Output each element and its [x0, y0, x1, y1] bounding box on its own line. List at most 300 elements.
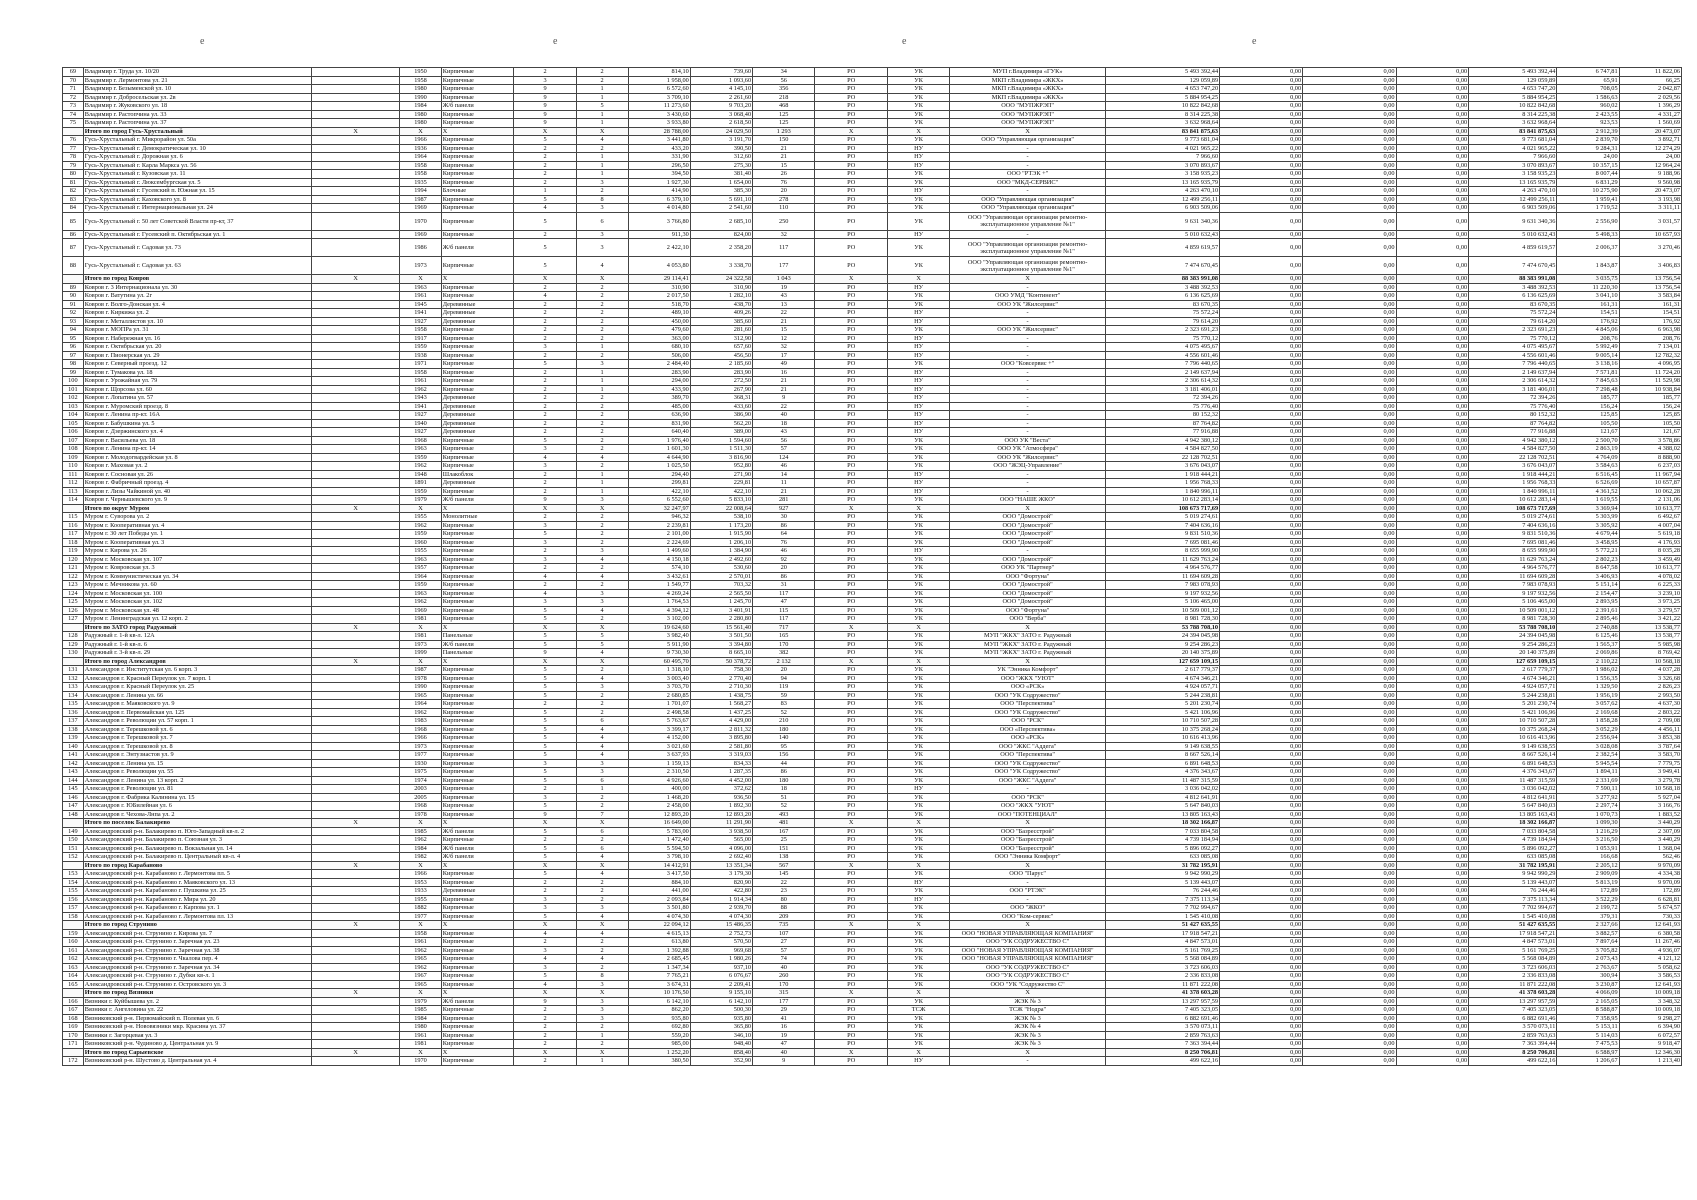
table-row: [63, 1040, 1682, 1049]
cell-address: Александровский р-н. Карабаново г. Маяковского ул. 13: [83, 878, 311, 887]
cell-floors: 2: [514, 470, 576, 479]
cell-managing-org: ООО "УК Содружество": [950, 768, 1106, 777]
cell-total-marker: [312, 742, 400, 751]
cell-total-area: 433,90: [628, 385, 690, 394]
table-row: [63, 734, 1682, 743]
cell-total-marker: [312, 144, 400, 153]
cell-cost-regional: 0,00: [1303, 102, 1396, 111]
cell-cost-owners: 4 859 619,57: [1469, 239, 1557, 257]
cell-cost-owners: 10 616 413,96: [1469, 734, 1557, 743]
cell-row-number: 131: [63, 666, 84, 675]
cell-fund-method: РО: [815, 230, 888, 239]
cell-total-area: 5 594,50: [628, 844, 690, 853]
cell-living-area: 15 561,40: [690, 623, 752, 632]
cell-residents: 117: [753, 239, 815, 257]
cell-management-type: НУ: [888, 144, 950, 153]
cell-cost-owners: 83 670,35: [1469, 300, 1557, 309]
cell-total-marker: [312, 649, 400, 658]
cell-total-cost: 11 629 763,24: [1105, 555, 1219, 564]
cell-fund-method: РО: [815, 955, 888, 964]
cell-living-area: 272,50: [690, 377, 752, 386]
cell-management-type: УК: [888, 360, 950, 369]
cell-managing-org: -: [950, 230, 1106, 239]
cell-address: Владимир г. Безыменской ул. 10: [83, 85, 311, 94]
cell-max-cost-per-sqm: 3 326,68: [1619, 674, 1681, 683]
cell-max-cost-per-sqm: 562,46: [1619, 853, 1681, 862]
cell-total-cost: 7 363 394,44: [1105, 1040, 1219, 1049]
cell-total-marker: [312, 377, 400, 386]
cell-row-number: 75: [63, 119, 84, 128]
cell-max-cost-per-sqm: 12 346,30: [1619, 1048, 1681, 1057]
cell-max-cost-per-sqm: 6 492,67: [1619, 513, 1681, 522]
cell-year: 1977: [400, 751, 442, 760]
cell-total-area: 380,50: [628, 1057, 690, 1066]
cell-address: Александров г. Революции ул. 57 корп. 1: [83, 717, 311, 726]
cell-total-area: 3 003,40: [628, 674, 690, 683]
cell-wall-material: X: [441, 861, 514, 870]
cell-wall-material: Панельные: [441, 632, 514, 641]
cell-cost-municipal: 0,00: [1396, 683, 1469, 692]
cell-entrances: 6: [576, 776, 628, 785]
cell-wall-material: Ж/б панели: [441, 844, 514, 853]
cell-living-area: 1 437,25: [690, 708, 752, 717]
cell-residents: 76: [753, 538, 815, 547]
cell-wall-material: X: [441, 819, 514, 828]
cell-entrances: 1: [576, 161, 628, 170]
cell-living-area: 1 980,26: [690, 955, 752, 964]
cell-cost-federal: 0,00: [1220, 513, 1303, 522]
cell-total-marker: [312, 453, 400, 462]
cell-year: 1978: [400, 810, 442, 819]
cell-max-cost-per-sqm: 3 270,46: [1619, 239, 1681, 257]
cell-total-marker: X: [312, 275, 400, 284]
cell-cost-owners: 4 674 346,21: [1469, 674, 1557, 683]
cell-floors: X: [514, 921, 576, 930]
cell-entrances: 2: [576, 334, 628, 343]
cell-entrances: 2: [576, 691, 628, 700]
cell-total-marker: [312, 239, 400, 257]
cell-max-cost-per-sqm: 8 035,28: [1619, 547, 1681, 556]
cell-total-marker: [312, 487, 400, 496]
cell-total-marker: [312, 136, 400, 145]
cell-entrances: 1: [576, 119, 628, 128]
cell-living-area: 267,90: [690, 385, 752, 394]
cell-max-cost-per-sqm: 6 963,98: [1619, 326, 1681, 335]
cell-living-area: 2 570,01: [690, 572, 752, 581]
cell-year: 1966: [400, 136, 442, 145]
cell-max-cost-per-sqm: 4 388,02: [1619, 445, 1681, 454]
cell-cost-per-sqm: 8 647,58: [1557, 564, 1619, 573]
cell-entrances: 3: [576, 547, 628, 556]
cell-total-marker: [312, 161, 400, 170]
cell-total-cost: 5 201 230,74: [1105, 700, 1219, 709]
cell-living-area: 9 155,10: [690, 989, 752, 998]
cell-cost-per-sqm: 3 406,93: [1557, 572, 1619, 581]
cell-managing-org: ООО "Управляющая организация": [950, 195, 1106, 204]
cell-row-number: 78: [63, 153, 84, 162]
cell-management-type: УК: [888, 204, 950, 213]
table-row: [63, 946, 1682, 955]
cell-total-marker: [312, 470, 400, 479]
cell-max-cost-per-sqm: 5 674,57: [1619, 904, 1681, 913]
cell-entrances: 2: [576, 836, 628, 845]
cell-row-number: 146: [63, 793, 84, 802]
cell-cost-per-sqm: 1 099,30: [1557, 819, 1619, 828]
cell-managing-org: ООО УК "Веста": [950, 436, 1106, 445]
cell-max-cost-per-sqm: 4 078,02: [1619, 572, 1681, 581]
cell-max-cost-per-sqm: 5 985,98: [1619, 640, 1681, 649]
cell-cost-owners: 7 695 081,46: [1469, 538, 1557, 547]
cell-cost-per-sqm: 2 331,69: [1557, 776, 1619, 785]
cell-address: Ковров г. Бабушкина ул. 5: [83, 419, 311, 428]
cell-total-cost: 4 942 380,12: [1105, 436, 1219, 445]
cell-living-area: 758,30: [690, 666, 752, 675]
cell-address: Радужный г. 3-й кв-л. 29: [83, 649, 311, 658]
cell-cost-federal: 0,00: [1220, 479, 1303, 488]
table-row: [63, 368, 1682, 377]
cell-cost-owners: 75 776,40: [1469, 402, 1557, 411]
cell-floors: 2: [514, 394, 576, 403]
cell-fund-method: РО: [815, 496, 888, 505]
cell-residents: 25: [753, 836, 815, 845]
cell-row-number: 111: [63, 470, 84, 479]
cell-total-area: 22 094,12: [628, 921, 690, 930]
cell-year: 1971: [400, 360, 442, 369]
cell-cost-regional: 0,00: [1303, 239, 1396, 257]
cell-managing-org: ООО "Ком-сервис": [950, 912, 1106, 921]
cell-residents: 177: [753, 997, 815, 1006]
cell-total-cost: 7 695 081,46: [1105, 538, 1219, 547]
cell-managing-org: X: [950, 989, 1106, 998]
cell-residents: 493: [753, 810, 815, 819]
cell-cost-owners: 3 570 073,11: [1469, 1023, 1557, 1032]
cell-total-cost: 127 659 109,15: [1105, 657, 1219, 666]
cell-max-cost-per-sqm: 3 583,84: [1619, 292, 1681, 301]
cell-entrances: 1: [576, 377, 628, 386]
cell-residents: 18: [753, 419, 815, 428]
cell-wall-material: Панельные: [441, 649, 514, 658]
cell-managing-org: -: [950, 334, 1106, 343]
cell-managing-org: ООО "Базресстрой": [950, 844, 1106, 853]
cell-total-area: 2 680,85: [628, 691, 690, 700]
cell-cost-owners: 4 075 495,67: [1469, 343, 1557, 352]
table-row: [63, 547, 1682, 556]
cell-address: Муром г. Ковровская ул. 3: [83, 564, 311, 573]
cell-floors: 9: [514, 997, 576, 1006]
cell-max-cost-per-sqm: 3 279,78: [1619, 776, 1681, 785]
cell-cost-municipal: 0,00: [1396, 445, 1469, 454]
cell-total-area: 29 114,41: [628, 275, 690, 284]
cell-entrances: 2: [576, 402, 628, 411]
cell-fund-method: РО: [815, 170, 888, 179]
cell-total-cost: 75 572,24: [1105, 309, 1219, 318]
cell-wall-material: Кирпичные: [441, 436, 514, 445]
cell-cost-owners: 5 493 392,44: [1469, 68, 1557, 77]
cell-year: 1962: [400, 598, 442, 607]
cell-year: 1984: [400, 102, 442, 111]
cell-management-type: УК: [888, 581, 950, 590]
cell-total-marker: [312, 751, 400, 760]
cell-residents: 19: [753, 283, 815, 292]
cell-living-area: 3 191,70: [690, 136, 752, 145]
cell-cost-regional: 0,00: [1303, 870, 1396, 879]
cell-total-area: 985,00: [628, 1040, 690, 1049]
cell-year: 1943: [400, 394, 442, 403]
cell-total-cost: 9 197 932,56: [1105, 589, 1219, 598]
cell-total-area: 1 472,40: [628, 836, 690, 845]
cell-max-cost-per-sqm: 6 628,81: [1619, 895, 1681, 904]
cell-managing-org: ООО "Управляющая организация ремонтно-эксплуатационное управление №1": [950, 239, 1106, 257]
cell-total-marker: [312, 734, 400, 743]
cell-managing-org: ООО "Фортуна": [950, 606, 1106, 615]
cell-fund-method: РО: [815, 751, 888, 760]
cell-cost-owners: 22 128 702,51: [1469, 453, 1557, 462]
cell-cost-municipal: 0,00: [1396, 853, 1469, 862]
cell-wall-material: Кирпичные: [441, 972, 514, 981]
cell-wall-material: Кирпичные: [441, 538, 514, 547]
cell-floors: 4: [514, 292, 576, 301]
cell-row-number: 109: [63, 453, 84, 462]
cell-max-cost-per-sqm: 2 709,08: [1619, 717, 1681, 726]
cell-total-marker: [312, 785, 400, 794]
cell-entrances: X: [576, 623, 628, 632]
cell-fund-method: РО: [815, 334, 888, 343]
cell-cost-regional: 0,00: [1303, 717, 1396, 726]
cell-management-type: УК: [888, 844, 950, 853]
cell-total-marker: X: [312, 989, 400, 998]
cell-fund-method: X: [815, 989, 888, 998]
cell-wall-material: Кирпичные: [441, 904, 514, 913]
cell-cost-owners: 2 617 779,37: [1469, 666, 1557, 675]
cell-cost-per-sqm: 6 588,97: [1557, 1048, 1619, 1057]
cell-wall-material: Кирпичные: [441, 1023, 514, 1032]
cell-cost-federal: 0,00: [1220, 1057, 1303, 1066]
cell-residents: 29: [753, 1006, 815, 1015]
cell-fund-method: РО: [815, 513, 888, 522]
cell-cost-federal: 0,00: [1220, 178, 1303, 187]
cell-cost-owners: 9 942 990,29: [1469, 870, 1557, 879]
cell-cost-municipal: 0,00: [1396, 153, 1469, 162]
cell-management-type: УК: [888, 734, 950, 743]
cell-entrances: 4: [576, 751, 628, 760]
cell-wall-material: Кирпичные: [441, 946, 514, 955]
cell-total-area: 1 499,60: [628, 547, 690, 556]
cell-wall-material: Кирпичные: [441, 110, 514, 119]
cell-fund-method: РО: [815, 878, 888, 887]
table-row: [63, 470, 1682, 479]
cell-total-cost: 5 161 769,25: [1105, 946, 1219, 955]
cell-floors: 9: [514, 110, 576, 119]
cell-cost-regional: 0,00: [1303, 912, 1396, 921]
cell-total-marker: [312, 317, 400, 326]
cell-cost-owners: 4 964 576,77: [1469, 564, 1557, 573]
cell-entrances: 1: [576, 93, 628, 102]
cell-total-cost: 5 010 632,43: [1105, 230, 1219, 239]
cell-max-cost-per-sqm: 11 529,98: [1619, 377, 1681, 386]
cell-row-number: 128: [63, 632, 84, 641]
cell-total-cost: 5 421 106,96: [1105, 708, 1219, 717]
cell-max-cost-per-sqm: 1 883,52: [1619, 810, 1681, 819]
cell-total-area: 814,10: [628, 68, 690, 77]
cell-wall-material: Кирпичные: [441, 292, 514, 301]
cell-total-marker: [312, 496, 400, 505]
cell-row-number: 167: [63, 1006, 84, 1015]
cell-floors: 5: [514, 768, 576, 777]
table-row: [63, 878, 1682, 887]
cell-max-cost-per-sqm: 105,50: [1619, 419, 1681, 428]
cell-year: X: [400, 504, 442, 513]
cell-floors: 4: [514, 929, 576, 938]
cell-address: Александров г. Ленина ул. 13 корп. 2: [83, 776, 311, 785]
cell-total-cost: 4 556 601,46: [1105, 351, 1219, 360]
cell-management-type: УК: [888, 1023, 950, 1032]
cell-total-marker: X: [312, 623, 400, 632]
cell-year: 1977: [400, 912, 442, 921]
cell-entrances: 2: [576, 292, 628, 301]
cell-row-number: 150: [63, 836, 84, 845]
cell-year: 1968: [400, 436, 442, 445]
table-row: [63, 827, 1682, 836]
cell-total-cost: 87 764,82: [1105, 419, 1219, 428]
cell-wall-material: Деревянные: [441, 402, 514, 411]
cell-cost-per-sqm: 3 138,16: [1557, 360, 1619, 369]
cell-total-cost: 2 859 763,63: [1105, 1031, 1219, 1040]
cell-floors: X: [514, 861, 576, 870]
cell-wall-material: X: [441, 504, 514, 513]
cell-entrances: 2: [576, 300, 628, 309]
cell-cost-owners: 5 568 084,89: [1469, 955, 1557, 964]
cell-total-cost: 31 782 195,91: [1105, 861, 1219, 870]
cell-total-marker: [312, 195, 400, 204]
cell-living-area: 739,60: [690, 68, 752, 77]
cell-cost-regional: 0,00: [1303, 212, 1396, 230]
table-row: [63, 411, 1682, 420]
cell-total-marker: [312, 343, 400, 352]
cell-row-number: 113: [63, 487, 84, 496]
cell-total-area: 1 392,88: [628, 946, 690, 955]
cell-year: 1990: [400, 683, 442, 692]
cell-management-type: УК: [888, 997, 950, 1006]
cell-address: Муром г. Кирова ул. 26: [83, 547, 311, 556]
cell-cost-municipal: 0,00: [1396, 776, 1469, 785]
cell-max-cost-per-sqm: 10 613,77: [1619, 504, 1681, 513]
cell-residents: 86: [753, 768, 815, 777]
cell-cost-federal: 0,00: [1220, 334, 1303, 343]
cell-fund-method: РО: [815, 385, 888, 394]
cell-row-number: 127: [63, 615, 84, 624]
cell-total-cost: 1 918 444,21: [1105, 470, 1219, 479]
cell-total-marker: [312, 368, 400, 377]
cell-residents: 138: [753, 853, 815, 862]
cell-row-number: 120: [63, 555, 84, 564]
cell-managing-org: ООО "Ковсервис +": [950, 360, 1106, 369]
cell-total-area: 489,10: [628, 309, 690, 318]
table-row: [63, 360, 1682, 369]
table-row: [63, 649, 1682, 658]
cell-total-cost: 4 263 470,10: [1105, 187, 1219, 196]
cell-floors: 2: [514, 170, 576, 179]
cell-living-area: 1 287,35: [690, 768, 752, 777]
cell-row-number: 89: [63, 283, 84, 292]
page-mark: e: [1252, 36, 1257, 47]
cell-total-area: 3 637,93: [628, 751, 690, 760]
cell-address: Муром г. Мечникова ул. 60: [83, 581, 311, 590]
cell-living-area: 5 833,10: [690, 496, 752, 505]
table-row: [63, 513, 1682, 522]
cell-max-cost-per-sqm: 3 279,57: [1619, 606, 1681, 615]
cell-floors: X: [514, 504, 576, 513]
cell-address: Муром г. 30 лет Победы ул. 1: [83, 530, 311, 539]
cell-living-area: 3 501,50: [690, 632, 752, 641]
cell-wall-material: Блочные: [441, 187, 514, 196]
cell-total-cost: 5 647 840,03: [1105, 802, 1219, 811]
cell-max-cost-per-sqm: 161,31: [1619, 300, 1681, 309]
cell-residents: 80: [753, 895, 815, 904]
cell-cost-municipal: 0,00: [1396, 938, 1469, 947]
cell-max-cost-per-sqm: 730,33: [1619, 912, 1681, 921]
cell-cost-federal: 0,00: [1220, 195, 1303, 204]
cell-wall-material: Кирпичные: [441, 666, 514, 675]
cell-row-number: 149: [63, 827, 84, 836]
cell-year: 1963: [400, 589, 442, 598]
cell-management-type: НУ: [888, 317, 950, 326]
cell-cost-federal: 0,00: [1220, 972, 1303, 981]
cell-wall-material: X: [441, 989, 514, 998]
cell-max-cost-per-sqm: 208,76: [1619, 334, 1681, 343]
cell-wall-material: Кирпичные: [441, 377, 514, 386]
cell-cost-regional: 0,00: [1303, 547, 1396, 556]
cell-management-type: НУ: [888, 343, 950, 352]
cell-residents: 11: [753, 479, 815, 488]
cell-year: 1962: [400, 462, 442, 471]
cell-total-marker: [312, 759, 400, 768]
cell-cost-municipal: 0,00: [1396, 68, 1469, 77]
cell-entrances: 2: [576, 946, 628, 955]
cell-entrances: 1: [576, 170, 628, 179]
cell-management-type: НУ: [888, 411, 950, 420]
cell-managing-org: X: [950, 921, 1106, 930]
cell-wall-material: Кирпичные: [441, 793, 514, 802]
cell-total-area: 4 644,90: [628, 453, 690, 462]
cell-cost-municipal: 0,00: [1396, 819, 1469, 828]
cell-residents: 281: [753, 496, 815, 505]
cell-cost-federal: 0,00: [1220, 742, 1303, 751]
cell-residents: 9: [753, 1057, 815, 1066]
cell-address: Александровский р-н. Карабаново г. Пушкина ул. 25: [83, 887, 311, 896]
cell-total-cost: 41 378 603,28: [1105, 989, 1219, 998]
cell-wall-material: Кирпичные: [441, 929, 514, 938]
cell-row-number: 143: [63, 768, 84, 777]
cell-cost-owners: 18 302 166,87: [1469, 819, 1557, 828]
cell-management-type: X: [888, 275, 950, 284]
cell-management-type: УК: [888, 178, 950, 187]
cell-address: Ковров г. Васильева ул. 18: [83, 436, 311, 445]
table-row: [63, 674, 1682, 683]
cell-total-cost: 9 149 638,55: [1105, 742, 1219, 751]
cell-fund-method: РО: [815, 1057, 888, 1066]
cell-total-cost: 22 128 702,51: [1105, 453, 1219, 462]
cell-living-area: 1 915,90: [690, 530, 752, 539]
cell-total-marker: [312, 717, 400, 726]
cell-management-type: УК: [888, 102, 950, 111]
cell-cost-per-sqm: 8 588,87: [1557, 1006, 1619, 1015]
cell-floors: 3: [514, 759, 576, 768]
cell-year: 1984: [400, 844, 442, 853]
cell-cost-municipal: 0,00: [1396, 377, 1469, 386]
cell-row-number: 82: [63, 187, 84, 196]
cell-floors: 2: [514, 513, 576, 522]
cell-cost-federal: 0,00: [1220, 581, 1303, 590]
